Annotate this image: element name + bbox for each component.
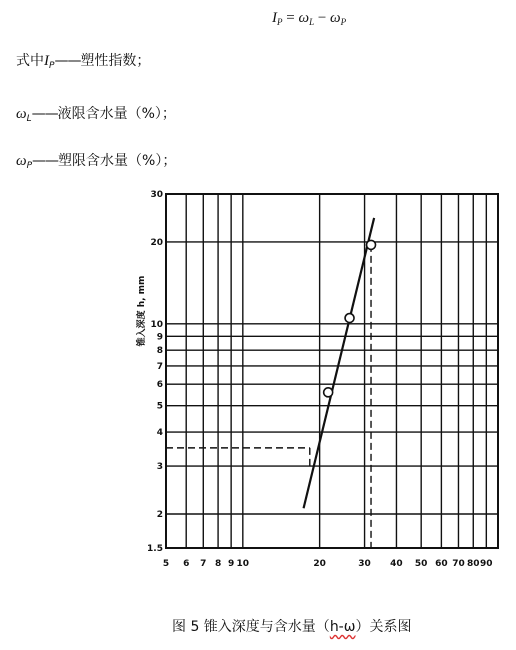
fit-line xyxy=(304,218,375,508)
x-tick-label: 60 xyxy=(435,559,448,569)
formula-minus: − xyxy=(317,10,327,26)
y-tick-label: 3 xyxy=(156,462,163,473)
y-axis-label: 锥入深度 h, mm xyxy=(137,275,147,347)
x-tick-label: 5 xyxy=(162,559,170,569)
x-tick-label: 70 xyxy=(452,559,465,569)
y-tick-label: 1.5 xyxy=(147,544,163,554)
y-tick-label: 20 xyxy=(150,237,163,248)
y-tick-label: 5 xyxy=(156,401,163,412)
formula-term2: ω xyxy=(330,10,341,26)
definition-wl xyxy=(16,103,176,124)
definition-symbol: ω xyxy=(16,153,27,169)
formula-term1: ω xyxy=(298,10,310,26)
data-point xyxy=(345,314,354,323)
definition-prefix: 式中 xyxy=(16,53,44,69)
x-tick-label: 90 xyxy=(480,559,493,569)
figure-caption xyxy=(172,616,411,636)
definition-symbol: ω xyxy=(16,106,27,122)
definition-text: 塑限含水量（%）； xyxy=(58,153,177,169)
x-tick-label: 7 xyxy=(200,559,207,569)
definition-symbol-subscript: P xyxy=(49,61,55,71)
y-tick-label: 7 xyxy=(156,361,163,372)
y-tick-label: 4 xyxy=(156,428,163,439)
data-point xyxy=(324,388,333,397)
definition-dash: —— xyxy=(32,153,59,169)
x-tick-label: 10 xyxy=(236,559,250,569)
y-tick-label: 8 xyxy=(156,346,163,357)
definition-ip xyxy=(16,50,150,71)
formula-lhs-subscript: P xyxy=(277,17,283,27)
x-tick-label: 8 xyxy=(214,559,222,569)
formula-equals: = xyxy=(286,10,295,26)
y-tick-label: 30 xyxy=(150,190,163,200)
formula-term1-subscript: L xyxy=(309,17,315,27)
y-tick-label: 6 xyxy=(156,380,163,391)
x-tick-label: 30 xyxy=(358,559,371,569)
definition-dash: —— xyxy=(54,53,81,69)
definition-symbol-subscript: P xyxy=(26,161,33,171)
formula-plasticity-index xyxy=(272,10,346,27)
formula-lhs: I xyxy=(272,10,277,26)
definition-dash: —— xyxy=(31,106,58,122)
formula-term2-subscript: P xyxy=(340,17,347,27)
y-tick-label: 10 xyxy=(150,319,163,330)
definition-text: 液限含水量（%）； xyxy=(57,106,176,122)
y-tick-label: 9 xyxy=(156,332,163,343)
cone-penetration-chart xyxy=(130,186,510,586)
data-point xyxy=(367,240,376,249)
x-tick-label: 50 xyxy=(414,559,428,569)
caption-main: 图 5 锥入深度与含水量（ xyxy=(172,619,330,635)
definition-wp xyxy=(16,150,176,171)
definition-text: 塑性指数； xyxy=(80,53,151,69)
definition-symbol-subscript: L xyxy=(26,114,32,124)
caption-h-omega: h-ω xyxy=(329,619,356,635)
x-tick-label: 20 xyxy=(313,559,326,569)
x-tick-label: 80 xyxy=(467,559,480,569)
plot-frame xyxy=(166,194,498,548)
x-tick-label: 40 xyxy=(390,559,403,569)
caption-tail: ）关系图 xyxy=(355,619,412,635)
y-tick-label: 2 xyxy=(156,510,163,521)
x-tick-label: 9 xyxy=(228,559,235,569)
x-tick-label: 6 xyxy=(183,559,190,569)
definition-symbol: I xyxy=(44,53,49,69)
